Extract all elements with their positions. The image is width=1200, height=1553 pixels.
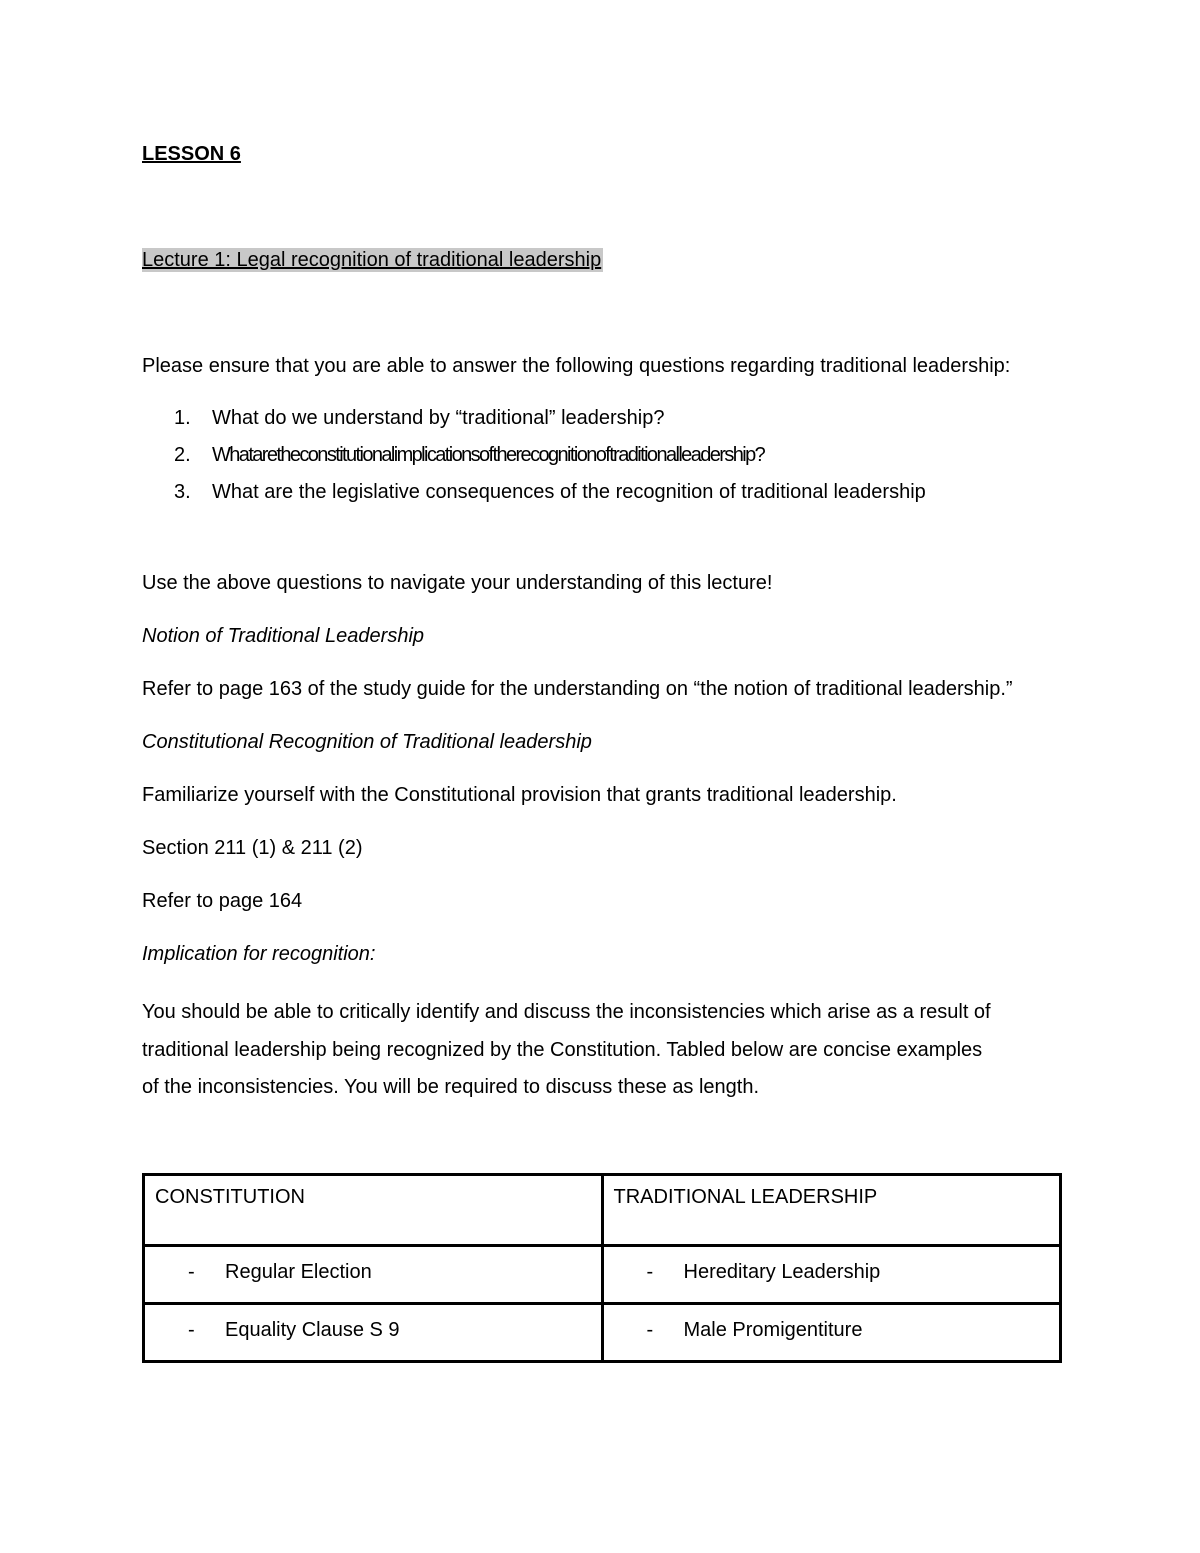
notion-refer-text: Refer to page 163 of the study guide for the understanding on “the notion of traditional leadership.”: [142, 678, 1013, 700]
question-text: What do we understand by “traditional” leadership?: [212, 407, 665, 429]
table-cell: [144, 1304, 603, 1362]
question-text: Whataretheconstitutionalimplicationsoftherecognitionoftraditionalleadership?: [212, 444, 765, 466]
question-text: What are the legislative consequences of the recognition of traditional leadership: [212, 481, 926, 503]
lecture-title: Lecture 1: Legal recognition of traditional leadership: [142, 249, 602, 271]
familiarize-text: Familiarize yourself with the Constitutional provision that grants traditional leadership.: [142, 784, 897, 806]
implication-paragraph: [142, 994, 1062, 1107]
table-header-row: [144, 1175, 1061, 1246]
cell-text: Regular Election: [225, 1261, 372, 1283]
table-cell: [602, 1304, 1061, 1362]
bullet-dash: -: [188, 1261, 195, 1283]
constitutional-heading: Constitutional Recognition of Traditional leadership: [142, 731, 592, 753]
inconsistencies-table: [142, 1173, 1062, 1363]
table-row: [144, 1246, 1061, 1304]
cell-text: Hereditary Leadership: [683, 1261, 881, 1283]
paragraph-line: You should be able to critically identify and discuss the inconsistencies which arise as a result of: [142, 1001, 991, 1023]
header-traditional-leadership: TRADITIONAL LEADERSHIP: [602, 1175, 1061, 1246]
table-cell: [602, 1246, 1061, 1304]
navigate-note: Use the above questions to navigate your understanding of this lecture!: [142, 572, 773, 594]
intro-text: Please ensure that you are able to answer the following questions regarding traditional leadership:: [142, 355, 1011, 377]
header-constitution: CONSTITUTION: [144, 1175, 603, 1246]
cell-text: Equality Clause S 9: [225, 1319, 400, 1341]
bullet-dash: -: [646, 1319, 654, 1341]
paragraph-line: traditional leadership being recognized by the Constitution. Tabled below are concise examples: [142, 1038, 983, 1061]
section-reference: Section 211 (1) & 211 (2): [142, 837, 363, 859]
question-number: 3.: [174, 481, 191, 503]
bullet-dash: -: [646, 1261, 654, 1283]
paragraph-line: of the inconsistencies. You will be required to discuss these as length.: [142, 1076, 760, 1098]
question-number: 2.: [174, 444, 191, 466]
implication-heading: Implication for recognition:: [142, 943, 376, 965]
cell-text: Male Promigentiture: [683, 1319, 863, 1341]
notion-heading: Notion of Traditional Leadership: [142, 625, 425, 647]
table-row: [144, 1304, 1061, 1362]
page-reference: Refer to page 164: [142, 890, 303, 912]
table-cell: [144, 1246, 603, 1304]
question-number: 1.: [174, 407, 191, 429]
bullet-dash: -: [188, 1319, 195, 1341]
lesson-title: LESSON 6: [142, 143, 241, 165]
